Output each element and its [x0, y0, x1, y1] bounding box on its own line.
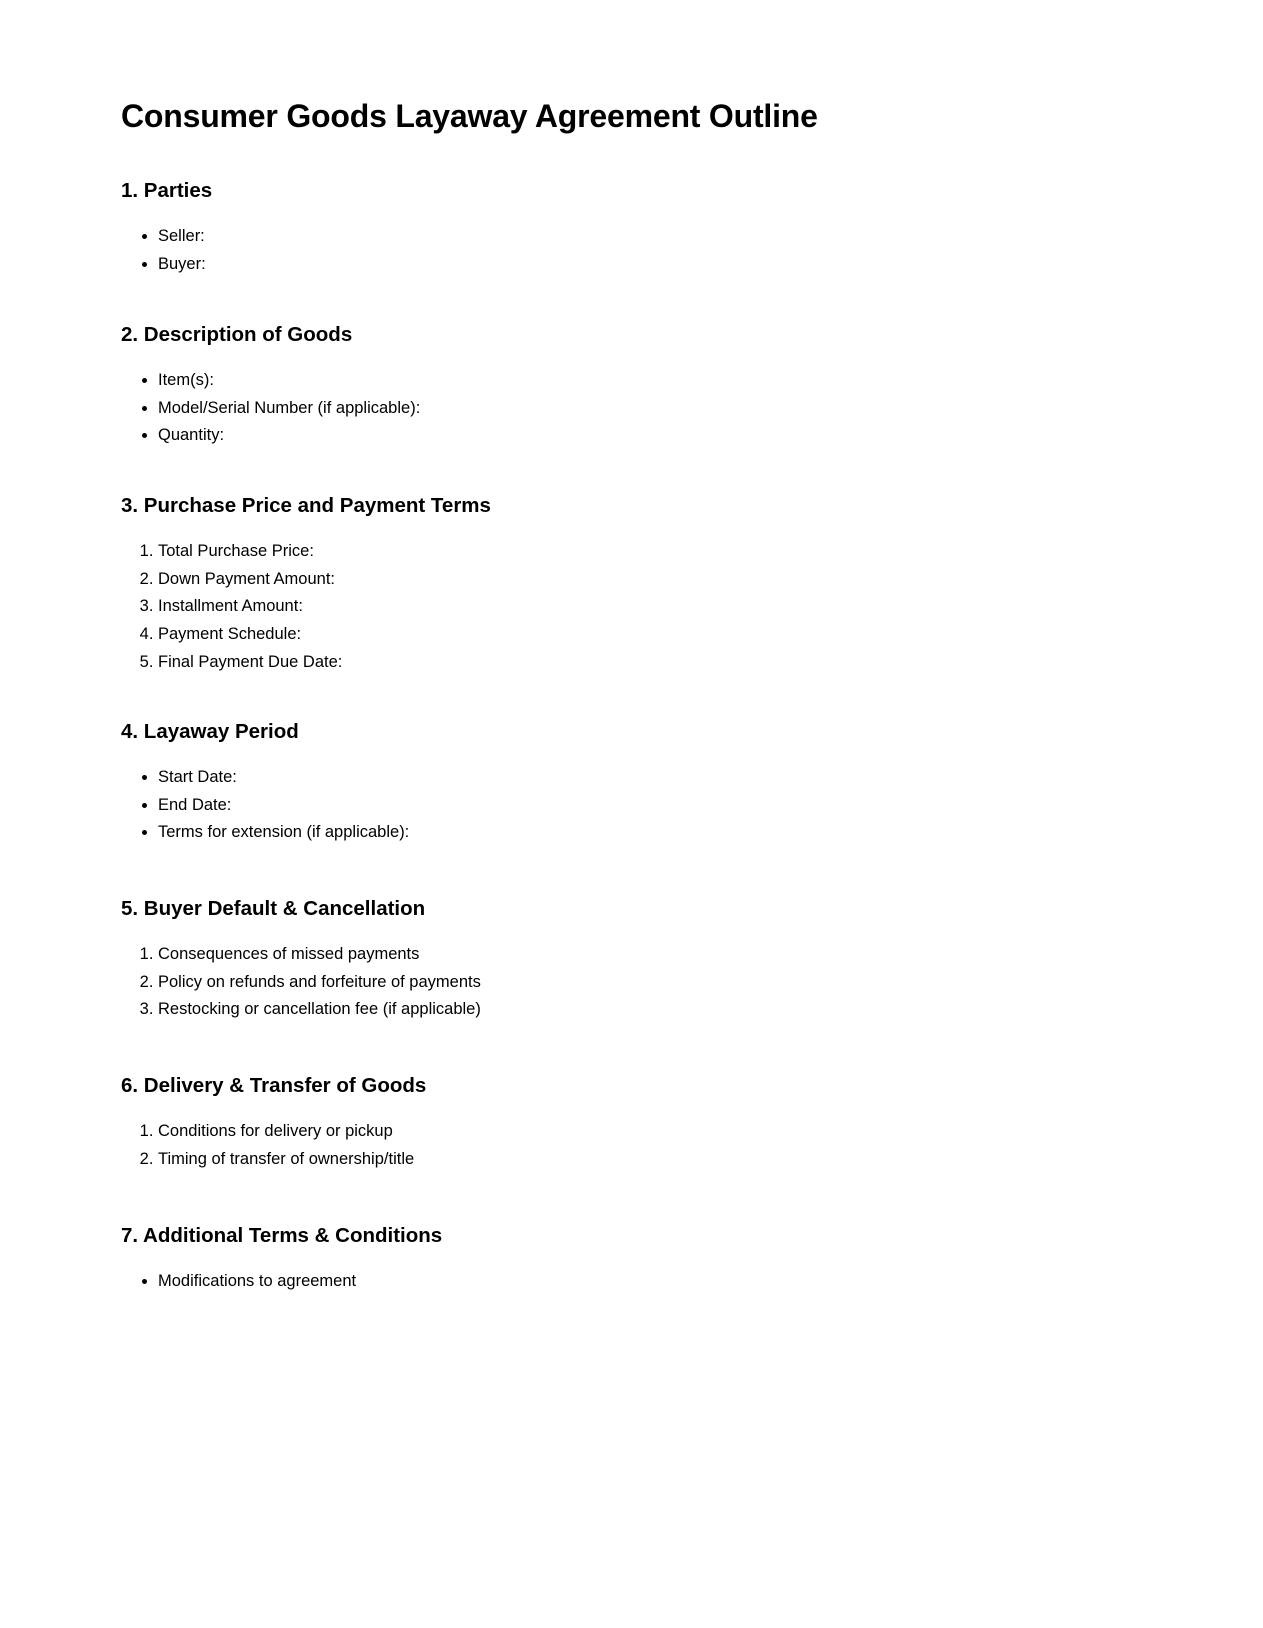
list-item: 3. Restocking or cancellation fee (if applicable) [158, 996, 481, 1024]
list-item: • Start Date: [158, 764, 409, 792]
list-item: 2. Policy on refunds and forfeiture of payments [158, 969, 481, 997]
bullet-list [121, 367, 420, 450]
list-item: • Seller: [158, 223, 212, 251]
section-heading: 7. Additional Terms & Conditions [121, 1224, 443, 1247]
list-item: • End Date: [158, 792, 409, 820]
section-purchase-price [121, 493, 491, 677]
bullet-list [121, 223, 212, 278]
list-item: 4. Payment Schedule: [158, 621, 491, 649]
list-item: • Quantity: [158, 422, 420, 450]
section-layaway-period [121, 719, 409, 847]
bullet-list [121, 764, 409, 847]
document-title: Consumer Goods Layaway Agreement Outline [121, 98, 818, 134]
section-description-of-goods [121, 322, 420, 450]
numbered-list [121, 538, 491, 677]
list-item: 2. Timing of transfer of ownership/title [158, 1146, 426, 1174]
numbered-list [121, 1118, 426, 1173]
section-heading: 3. Purchase Price and Payment Terms [121, 494, 491, 517]
list-item: 1. Total Purchase Price: [158, 538, 491, 566]
section-heading: 1. Parties [121, 179, 213, 202]
numbered-list [121, 941, 481, 1024]
section-additional-terms [121, 1223, 442, 1296]
list-item: • Terms for extension (if applicable): [158, 819, 409, 847]
bullet-list [121, 1268, 442, 1296]
list-item: 1. Consequences of missed payments [158, 941, 481, 969]
section-heading: 2. Description of Goods [121, 323, 353, 346]
section-heading: 6. Delivery & Transfer of Goods [121, 1074, 427, 1097]
list-item: 1. Conditions for delivery or pickup [158, 1118, 426, 1146]
list-item: • Item(s): [158, 367, 420, 395]
list-item: 5. Final Payment Due Date: [158, 649, 491, 677]
list-item: • Buyer: [158, 251, 212, 279]
list-item: 3. Installment Amount: [158, 593, 491, 621]
list-item: 2. Down Payment Amount: [158, 566, 491, 594]
section-parties [121, 178, 212, 278]
section-delivery-transfer [121, 1073, 426, 1173]
list-item: • Model/Serial Number (if applicable): [158, 395, 420, 423]
list-item: • Modifications to agreement [158, 1268, 442, 1296]
section-heading: 5. Buyer Default & Cancellation [121, 897, 426, 920]
section-heading: 4. Layaway Period [121, 720, 299, 743]
section-buyer-default [121, 896, 481, 1024]
